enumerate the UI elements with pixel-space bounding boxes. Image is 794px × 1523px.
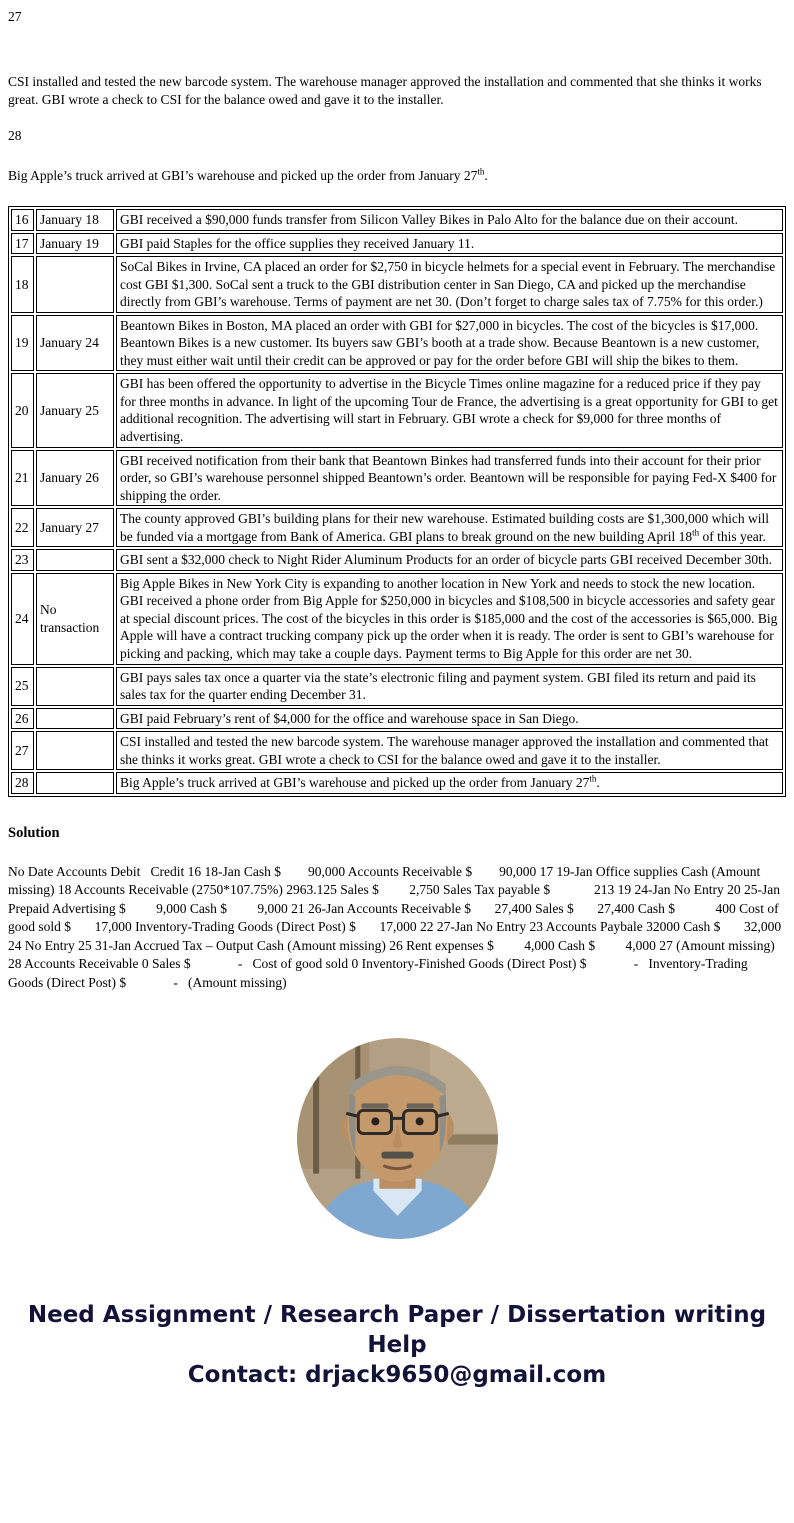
table-row	[11, 772, 783, 794]
table-row	[11, 315, 783, 372]
row-number: 20	[11, 373, 34, 447]
row-number: 22	[11, 508, 34, 547]
row-number: 25	[11, 667, 34, 706]
row-number: 21	[11, 450, 34, 507]
solution-heading: Solution	[8, 824, 60, 841]
row-description: GBI has been offered the opportunity to advertise in the Bicycle Times online magazine for a reduced price if they pay for three months in advance. In light of the upcoming Tour de France, the advertising is a great opportunity for GBI to get additional recognition. The advertising will start in February. GBI wrote a check for $9,000 for three months of advertising.	[116, 373, 783, 447]
row-number: 19	[11, 315, 34, 372]
table-row	[11, 549, 783, 571]
row-description: GBI paid Staples for the office supplies they received January 11.	[116, 233, 783, 255]
table-row	[11, 573, 783, 665]
ordinal-suffix: th	[477, 166, 485, 177]
table-row	[11, 450, 783, 507]
footer-contact-email: Contact: drjack9650@gmail.com	[187, 1362, 607, 1389]
footer-ad	[22, 1300, 772, 1390]
row-number: 27	[11, 731, 34, 770]
row-date	[36, 772, 114, 794]
portrait-photo	[297, 1038, 498, 1239]
row-date: January 27	[36, 508, 114, 547]
mustache	[381, 1152, 413, 1159]
row-date: January 24	[36, 315, 114, 372]
row-date	[36, 731, 114, 770]
row-date	[36, 708, 114, 730]
footer-help-text: Need Assignment / Research Paper / Dissertation writing Help	[27, 1302, 767, 1359]
row-description: Big Apple Bikes in New York City is expanding to another location in New York and needs to stock the new location. GBI received a phone order from Big Apple for $250,000 in bicycles and $108,500 in bicycle accessories and safety gear at special discount prices. The cost of the bicycles in this order is $185,000 and the cost of the accessories is $65,000. Big Apple will have a contract trucking company pick up the order when it is ready. The order is sent to GBI’s warehouse for picking and packing, which may take a couple days. Payment terms to Big Apple for this order are net 30.	[116, 573, 783, 665]
item-28-tail: .	[484, 168, 488, 184]
item-27-label: 27	[8, 9, 22, 24]
row-description: Big Apple’s truck arrived at GBI’s warehouse and picked up the order from January 27th.	[116, 772, 783, 794]
row-number: 18	[11, 256, 34, 313]
row-date: January 25	[36, 373, 114, 447]
table-row	[11, 708, 783, 730]
row-number: 16	[11, 209, 34, 231]
item-27-paragraph: CSI installed and tested the new barcode system. The warehouse manager approved the installation and commented that she thinks it works great. GBI wrote a check to CSI for the balance owed and gave it to the installer.	[8, 73, 762, 108]
transactions-table	[8, 206, 786, 797]
table-row	[11, 373, 783, 447]
solution-text: No Date Accounts Debit Credit 16 18-Jan Cash $ 90,000 Accounts Receivable $ 90,000 17 19-Jan Office supplies Cash (Amount missing) 18 Accounts Receivable (2750*107.75%) 2963.125 Sales $ 2,750 Sales Tax payable $ 213 19 24-Jan No Entry 20 25-Jan Prepaid Advertising $ 9,000 Cash $ 9,000 21 26-Jan Accounts Receivable $ 27,400 Sales $ 27,400 Cash $ 400 Cost of good sold $ 17,000 Inventory-Trading Goods (Direct Post) $ 17,000 22 27-Jan No Entry 23 Accounts Paybale 32000 Cash $ 32,000 24 No Entry 25 31-Jan Accrued Tax – Output Cash (Amount missing) 26 Rent expenses $ 4,000 Cash $ 4,000 27 (Amount missing) 28 Accounts Receivable 0 Sales $ - Cost of good sold 0 Inventory-Finished Goods (Direct Post) $ - Inventory-Trading Goods (Direct Post) $ - (Amount missing)	[8, 863, 785, 990]
row-number: 17	[11, 233, 34, 255]
row-description: GBI sent a $32,000 check to Night Rider Aluminum Products for an order of bicycle parts GBI received December 30th.	[116, 549, 783, 571]
table-row	[11, 233, 783, 255]
ordinal-suffix: th	[589, 773, 597, 784]
ordinal-suffix: th	[692, 527, 700, 538]
table-row	[11, 667, 783, 706]
row-number: 26	[11, 708, 34, 730]
item-28-paragraph	[8, 167, 786, 186]
table-row	[11, 731, 783, 770]
row-description: CSI installed and tested the new barcode system. The warehouse manager approved the installation and commented that she thinks it works great. GBI wrote a check to CSI for the balance owed and gave it to the installer.	[116, 731, 783, 770]
item-28-text: Big Apple’s truck arrived at GBI’s warehouse and picked up the order from January 27	[8, 168, 478, 184]
row-date: No transaction	[36, 573, 114, 665]
row-date	[36, 549, 114, 571]
row-description: GBI pays sales tax once a quarter via the state’s electronic filing and payment system. GBI filed its return and paid its sales tax for the quarter ending December 31.	[116, 667, 783, 706]
row-date	[36, 667, 114, 706]
row-description: GBI received notification from their bank that Beantown Binkes had transferred funds into their account for their prior order, so GBI’s warehouse personnel shipped Beantown’s order. Beantown will be responsible for paying Fed-X $400 for shipping the order.	[116, 450, 783, 507]
row-number: 28	[11, 772, 34, 794]
item-28-label: 28	[8, 127, 22, 143]
row-date: January 19	[36, 233, 114, 255]
row-date: January 26	[36, 450, 114, 507]
row-date: January 18	[36, 209, 114, 231]
row-number: 23	[11, 549, 34, 571]
row-number: 24	[11, 573, 34, 665]
portrait-photo-container	[8, 1038, 786, 1244]
table-row	[11, 256, 783, 313]
row-description: GBI received a $90,000 funds transfer from Silicon Valley Bikes in Palo Alto for the balance due on their account.	[116, 209, 783, 231]
table-row	[11, 209, 783, 231]
row-description: SoCal Bikes in Irvine, CA placed an order for $2,750 in bicycle helmets for a special event in February. The merchandise cost GBI $1,300. SoCal sent a truck to the GBI distribution center in San Diego, CA and picked up the merchandise directly from GBI’s warehouse. Terms of payment are net 30. (Don’t forget to charge sales tax of 7.75% for this order.)	[116, 256, 783, 313]
row-description: The county approved GBI’s building plans for their new warehouse. Estimated building costs are $1,300,000 which will be funded via a mortgage from Bank of America. GBI plans to break ground on the new building April 18th of this year.	[116, 508, 783, 547]
row-description: GBI paid February’s rent of $4,000 for the office and warehouse space in San Diego.	[116, 708, 783, 730]
row-date	[36, 256, 114, 313]
row-description: Beantown Bikes in Boston, MA placed an order with GBI for $27,000 in bicycles. The cost of the bicycles is $17,000. Beantown Bikes is a new customer. Its buyers saw GBI’s booth at a trade show. Because Beantown is a new customer, they must either wait until their credit can be approved or pay for the order before GBI will ship the bikes to them.	[116, 315, 783, 372]
table-row	[11, 508, 783, 547]
